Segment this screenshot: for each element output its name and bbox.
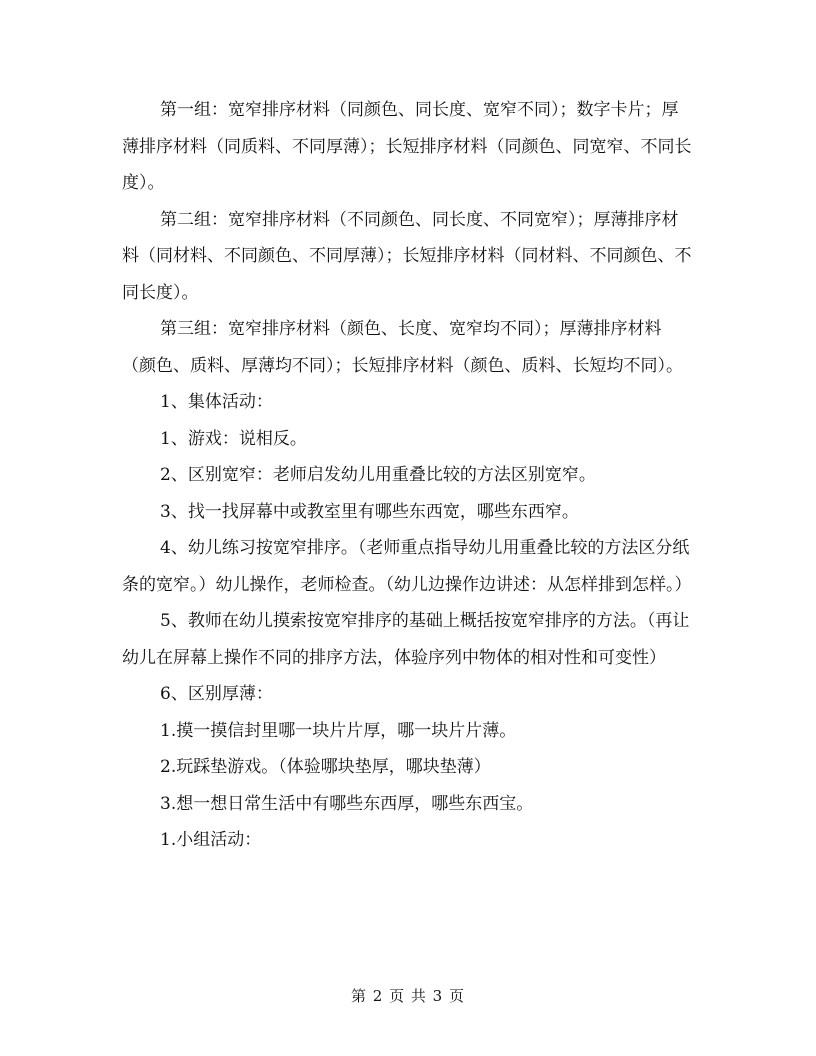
list-item: 3.想一想日常生活中有哪些东西厚，哪些东西宝。 xyxy=(160,793,534,814)
list-item: 2.玩踩垫游戏。（体验哪块垫厚，哪块垫薄） xyxy=(160,757,491,777)
paragraph-group-1: 第一组：宽窄排序材料（同颜色、同长度、宽窄不同）；数字卡片；厚薄排序材料（同质料、不同厚薄）；长短排序材料（同颜色、同宽窄、不同长度）。 xyxy=(122,100,692,193)
list-item: 5、教师在幼儿摸索按宽窄排序的基础上概括按宽窄排序的方法。（再让幼儿在屏幕上操作不同的排序方法，体验序列中物体的相对性和可变性） xyxy=(122,611,690,668)
paragraph-group-2: 第二组：宽窄排序材料（不同颜色、同长度、不同宽窄）；厚薄排序材料（同材料、不同颜色、不同厚薄）；长短排序材料（同材料、不同颜色、不同长度）。 xyxy=(122,209,692,303)
section-heading-group: 1.小组活动： xyxy=(160,830,262,850)
list-item: 1.摸一摸信封里哪一块片片厚，哪一块片片薄。 xyxy=(160,720,517,741)
document-body xyxy=(122,92,694,859)
list-item: 1、游戏：说相反。 xyxy=(160,428,307,449)
paragraph-group-3: 第三组：宽窄排序材料（颜色、长度、宽窄均不同）；厚薄排序材料（颜色、质料、厚薄均不同）；长短排序材料（颜色、质料、长短均不同）。 xyxy=(122,319,683,376)
section-heading-collective: 1、集体活动： xyxy=(160,392,273,412)
list-item: 2、区别宽窄：老师启发幼儿用重叠比较的方法区别宽窄。 xyxy=(160,465,596,485)
list-item: 3、找一找屏幕中或教室里有哪些东西宽，哪些东西窄。 xyxy=(160,501,579,522)
section-heading-thickness: 6、区别厚薄： xyxy=(160,684,273,704)
list-item: 4、幼儿练习按宽窄排序。（老师重点指导幼儿用重叠比较的方法区分纸条的宽窄。）幼儿操作，老师检查。（幼儿边操作边讲述：从怎样排到怎样。） xyxy=(122,538,692,595)
page-number-footer: 第 2 页 共 3 页 xyxy=(351,987,465,1005)
